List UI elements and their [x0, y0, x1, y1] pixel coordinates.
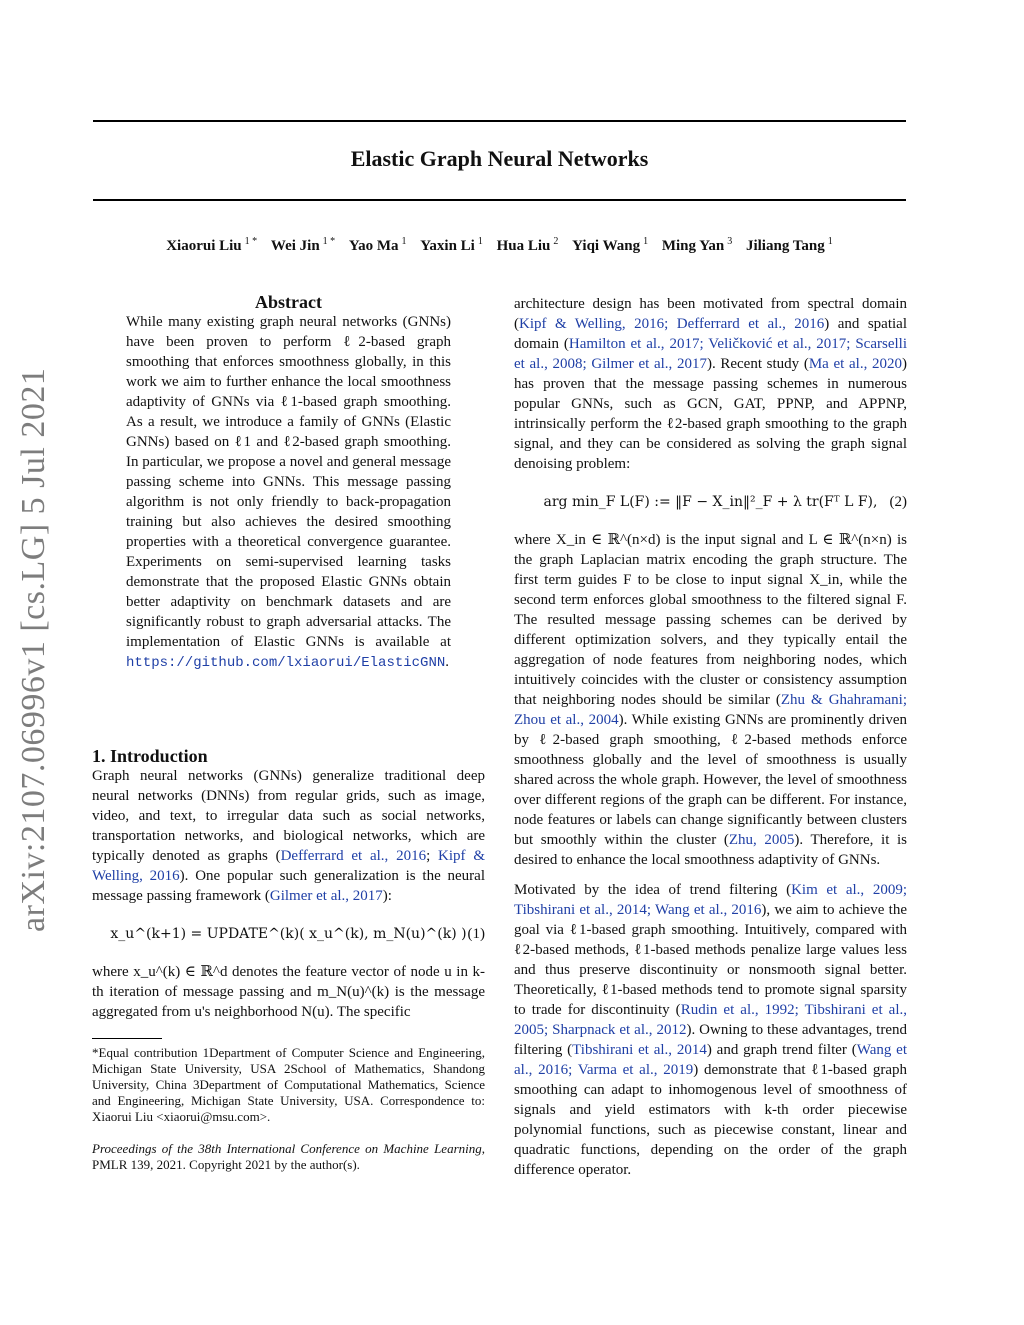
abstract-section	[126, 292, 451, 673]
author: Yaxin Li $^1$	[420, 236, 483, 254]
citation-link[interactable]: Defferrard et al., 2016	[280, 848, 427, 864]
author: Yao Ma $^1$	[348, 236, 407, 254]
author: Yiqi Wang $^1$	[572, 236, 649, 254]
citation-link[interactable]: Tibshirani et al., 2014	[572, 1042, 707, 1058]
author: Hua Liu $^2$	[496, 236, 559, 254]
author: Wei Jin $^{1 *}$	[270, 236, 336, 254]
citation-link[interactable]: Hamilton et al., 2017; Veličković et al., 2017; Scarselli et al., 2008; Gilmer et al., 2017	[514, 336, 907, 372]
equation-2-number: (2)	[889, 494, 907, 510]
citation-link[interactable]: Kipf & Welling, 2016; Defferrard et al., 2016	[519, 316, 825, 332]
author-list	[93, 236, 906, 255]
equation-2-body: arg min_F L(F) := ‖F − X_in‖²_F + λ tr(Fᵀ L F),	[543, 494, 878, 510]
citation-link[interactable]: Ma et al., 2020	[808, 356, 902, 372]
bottom-rule	[93, 199, 906, 201]
citation-link[interactable]: Kim et al., 2009; Tibshirani et al., 2014; Wang et al., 2016	[514, 882, 907, 918]
citation-link[interactable]: Kipf & Welling, 2016	[92, 848, 485, 884]
proceedings-note: Proceedings of the 38th International Conference on Machine Learning, PMLR 139, 2021. Copyright 2021 by the author(s).	[92, 1141, 485, 1172]
author: Xiaorui Liu $^{1 *}$	[166, 236, 258, 254]
abstract-heading: Abstract	[255, 292, 322, 312]
body-paragraph: Motivated by the idea of trend filtering (Kim et al., 2009; Tibshirani et al., 2014; Wang et al., 2016), we aim to achieve the goal via ℓ1-based graph smoothing. Intuitively, compared with ℓ2-based methods, ℓ1-based methods penalize large values less and thus preserve discontinuity or nonsmooth signal better. Theoretically, ℓ1-based methods tend to promote signal sparsity to trade for discontinuity (Rudin et al., 1992; Tibshirani et al., 2005; Sharpnack et al., 2012). Owning to these advantages, trend filtering (Tibshirani et al., 2014) and graph trend filter (Wang et al., 2016; Varma et al., 2019) demonstrate that ℓ1-based graph smoothing can adapt to inhomogenous level of smoothness of signals and yield estimators with k-th order piecewise polynomial functions, such as piecewise constant, linear and quadratic functions, depending on the order of the graph difference operator.	[514, 882, 908, 1178]
citation-link[interactable]: Gilmer et al., 2017	[269, 888, 383, 904]
author: Ming Yan $^3$	[661, 236, 733, 254]
paper-title: Elastic Graph Neural Networks	[350, 146, 649, 171]
citation-link[interactable]: Rudin et al., 1992; Tibshirani et al., 2005; Sharpnack et al., 2012	[514, 1002, 908, 1038]
introduction-heading: 1. Introduction	[92, 746, 208, 766]
introduction-section	[92, 746, 485, 1173]
equation-1-body: x_u^(k+1) = UPDATE^(k)( x_u^(k), m_N(u)^(k) )	[110, 926, 467, 942]
citation-link[interactable]: Wang et al., 2016; Varma et al., 2019	[514, 1042, 907, 1078]
affiliation-footnote: *Equal contribution 1Department of Computer Science and Engineering, Michigan State University, USA 2School of Mathematics, Shandong University, China 3Department of Computational Mathematics, Science and Engineering, Michigan State University, USA. Correspondence to: Xiaorui Liu <xiaorui@msu.com>.	[92, 1045, 485, 1124]
body-paragraph: architecture design has been motivated from spectral domain (Kipf & Welling, 2016; Defferrard et al., 2016) and spatial domain (Hamilton et al., 2017; Veličković et al., 2017; Scarselli et al., 2008; Gilmer et al., 2017). Recent study (Ma et al., 2020) has proven that the message passing schemes in numerous popular GNNs, such as GCN, GAT, PPNP, and APPNP, intrinsically perform the ℓ2-based graph smoothing to the graph signal, and they can be considered as solving the graph signal denoising problem:	[514, 296, 907, 472]
top-rule	[93, 120, 906, 122]
footnote-rule	[92, 1038, 162, 1039]
code-link[interactable]: https://github.com/lxiaorui/ElasticGNN	[126, 655, 446, 671]
citation-link[interactable]: Zhu, 2005	[728, 832, 795, 848]
abstract-text: While many existing graph neural networks (GNNs) have been proven to perform ℓ2-based graph smoothing that enforces smoothness globally, in this work we aim to further enhance the local smoothness adaptivity of GNNs via ℓ1-based graph smoothing. As a result, we introduce a family of GNNs (Elastic GNNs) based on ℓ1 and ℓ2-based graph smoothing. In particular, we propose a novel and general message passing scheme into GNNs. This message passing algorithm is not only friendly to back-propagation training but also achieves the desired smoothing properties with a theoretical convergence guarantee. Experiments on semi-supervised learning tasks demonstrate that the proposed Elastic GNNs obtain better adaptivity on benchmark datasets and are significantly robust to graph adversarial attacks. The implementation of Elastic GNNs is available at https://github.com/lxiaorui/ElasticGNN.	[126, 314, 451, 671]
body-paragraph: where X_in ∈ ℝ^(n×d) is the input signal and L ∈ ℝ^(n×n) is the graph Laplacian matrix encoding the graph structure. The first term guides F to be close to input signal X_in, while the second term enforces global smoothness to the filtered signal F. The resulted message passing schemes can be derived by different optimization solvers, and they typically entail the aggregation of node features from neighboring nodes, which intuitively coincides with the cluster or consistency assumption that neighboring nodes should be similar (Zhu & Ghahramani; Zhou et al., 2004). While existing GNNs are prominently driven by ℓ2-based graph smoothing, ℓ2-based methods enforce smoothness globally and the level of smoothness is usually shared across the whole graph. However, the level of smoothness over different regions of the graph can be different. For instance, node features or labels can change significantly between clusters but smoothly within the cluster (Zhu, 2005). Therefore, it is desired to enhance the local smoothness adaptivity of GNNs.	[514, 532, 908, 868]
equation-1-number: (1)	[467, 926, 485, 942]
author: Jiliang Tang $^1$	[745, 236, 833, 254]
right-column	[514, 294, 907, 1180]
equation-1	[92, 920, 485, 948]
citation-link[interactable]: Zhu & Ghahramani; Zhou et al., 2004	[514, 692, 907, 728]
intro-paragraph: where x_u^(k) ∈ ℝ^d denotes the feature vector of node u in k-th iteration of message passing and m_N(u)^(k) is the message aggregated from u's neighborhood N(u). The specific	[92, 964, 485, 1020]
arxiv-identifier: arXiv:2107.06996v1 [cs.LG] 5 Jul 2021	[15, 367, 52, 932]
equation-2	[514, 488, 907, 516]
intro-paragraph: Graph neural networks (GNNs) generalize traditional deep neural networks (DNNs) from regular grids, such as image, video, and text, to irregular data such as social networks, transportation networks, and biological networks, which are typically denoted as graphs (Defferrard et al., 2016; Kipf & Welling, 2016). One popular such generalization is the neural message passing framework (Gilmer et al., 2017):	[92, 768, 485, 904]
